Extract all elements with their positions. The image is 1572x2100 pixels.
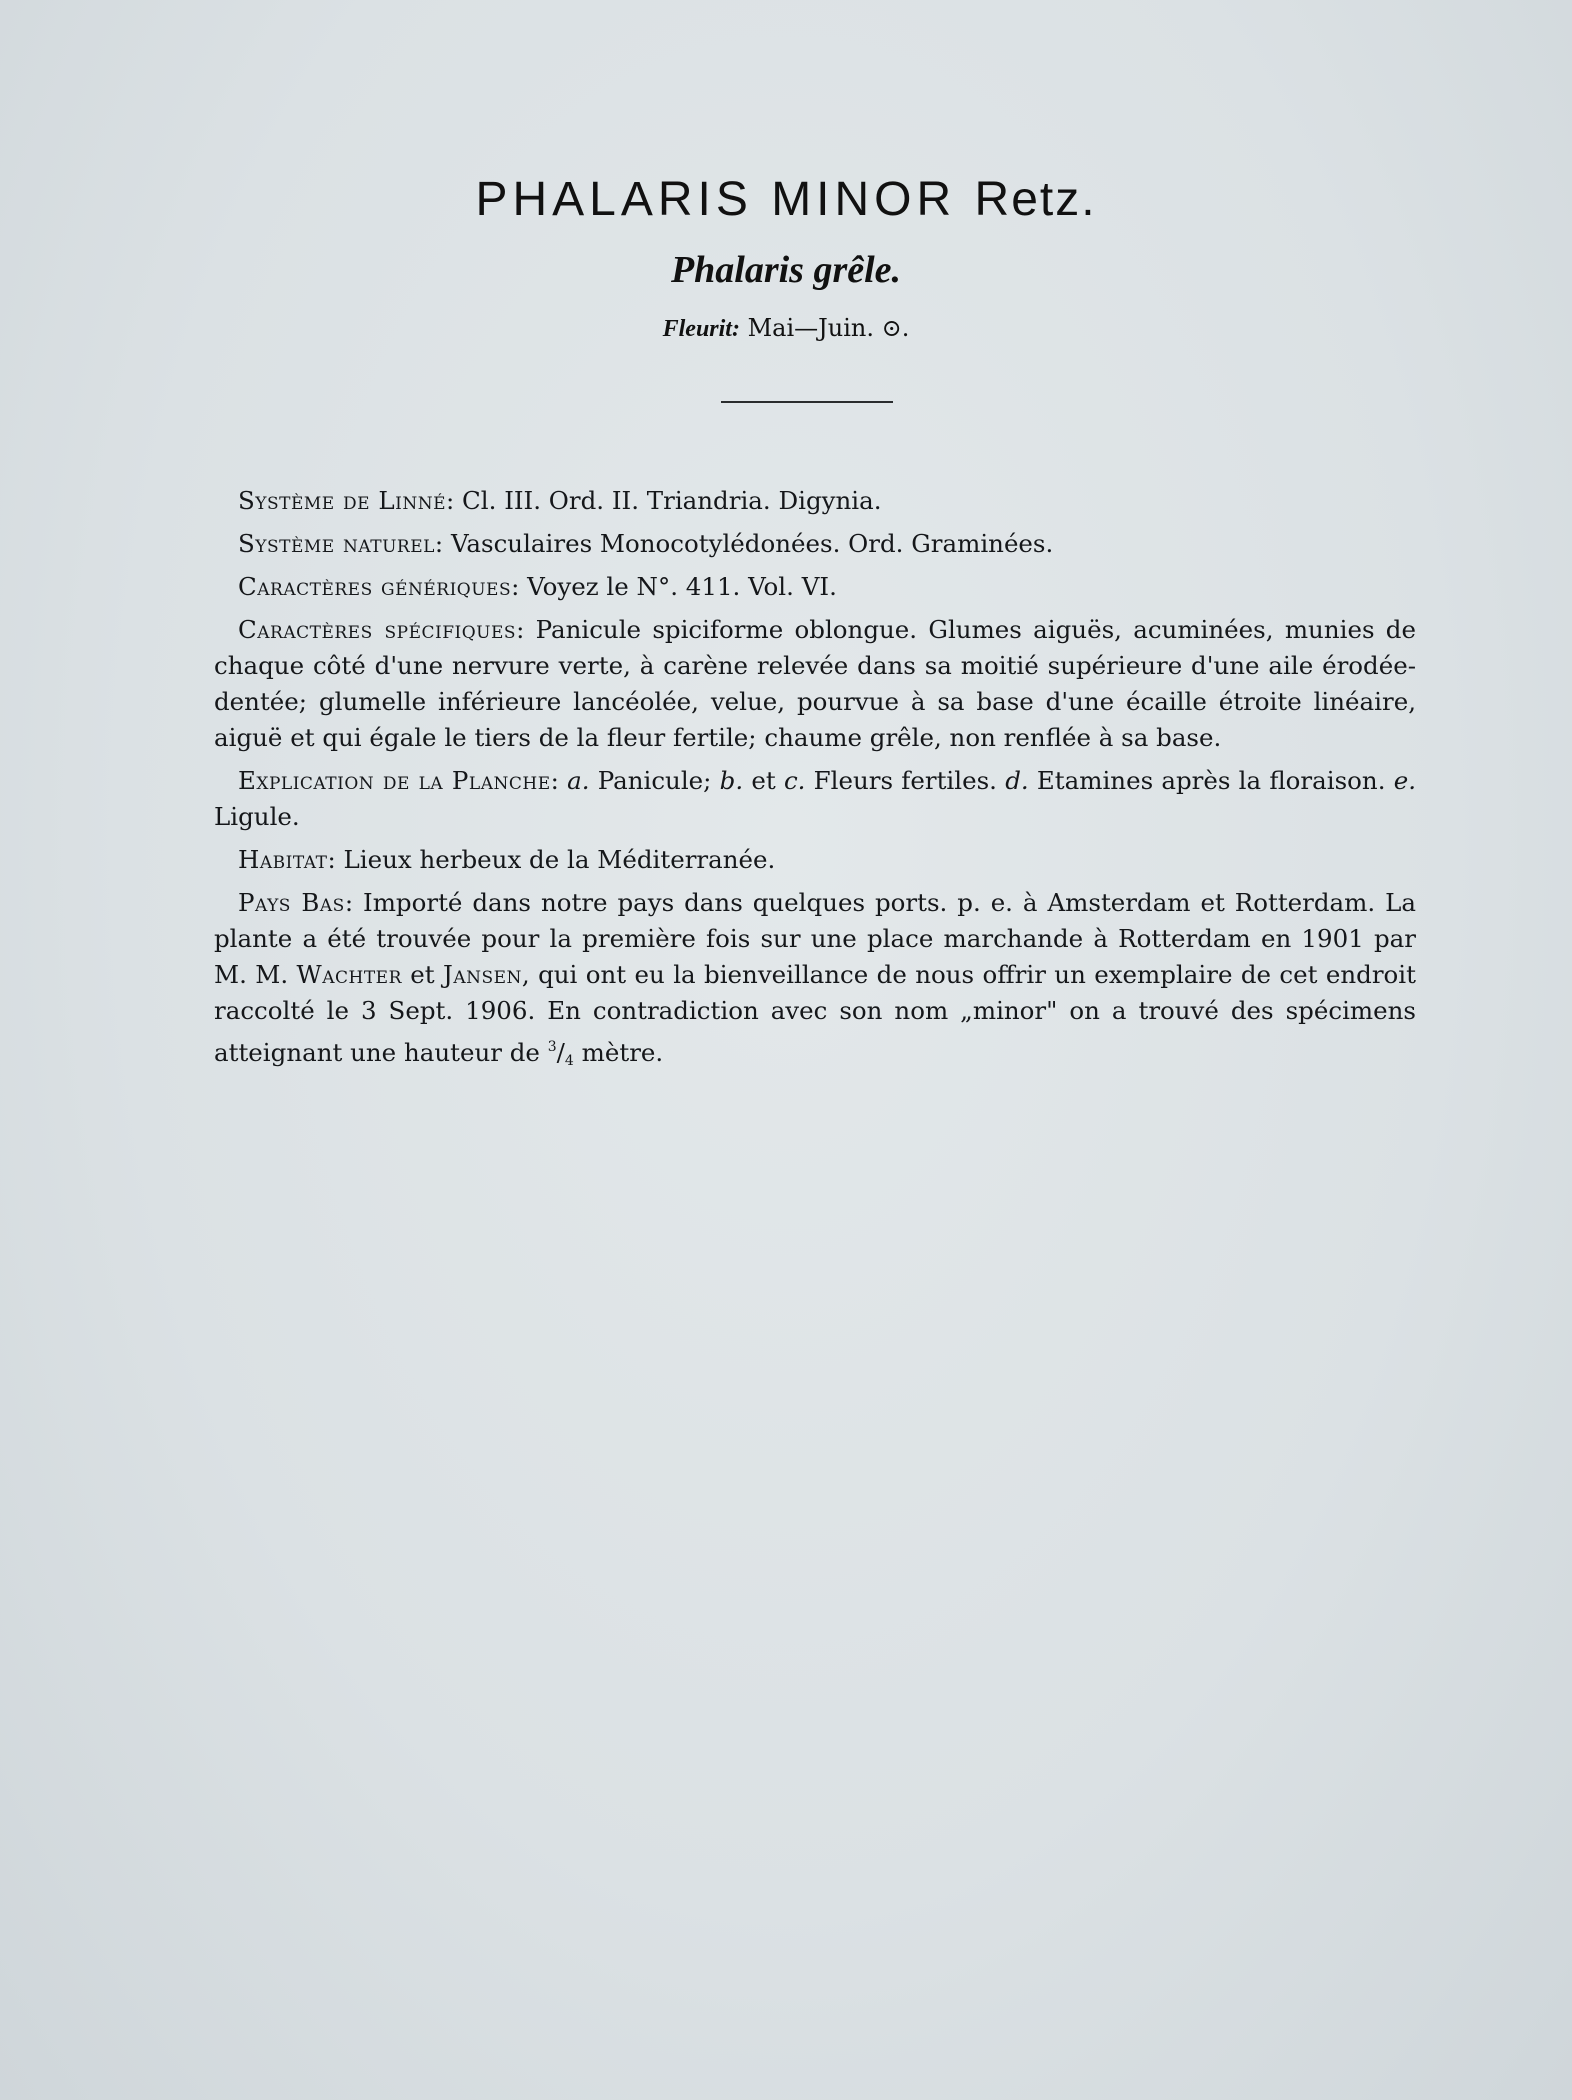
section-text: Etamines après la floraison. <box>1028 766 1394 795</box>
section-text: mètre. <box>581 1038 664 1067</box>
section-habitat: Habitat: Lieux herbeux de la Méditerranée. <box>238 845 776 874</box>
section-label: Habitat <box>238 845 328 874</box>
person-name: Wachter <box>296 960 402 989</box>
flowering-value: Mai—Juin. ⊙. <box>747 314 910 342</box>
section-text: Lieux herbeux de la Méditerranée. <box>343 845 776 874</box>
common-name: Phalaris grêle. <box>670 249 902 291</box>
section-specific-characters: Caractères spécifiques: Panicule spiciforme oblongue. Glumes aiguës, acuminées, munies de chaque côté d'une nervure verte, à carène relevée dans sa moitié supérieure d'une aile érodée-dentée; glumelle inférieure lancéolée, velue, pourvue à sa base d'une écaille étroite linéaire, aiguë et qui égale le tiers de la fleur fertile; chaume grêle, non renflée à sa base. <box>214 615 1416 752</box>
figure-letter: b. <box>719 766 744 795</box>
section-label: Pays Bas <box>238 888 345 917</box>
section-text: Panicule; <box>589 766 720 795</box>
page-title <box>0 172 1572 227</box>
fraction: $^3/_4$ <box>547 1038 574 1069</box>
section-generic-characters: Caractères génériques: Voyez le N°. 411. Vol. VI. <box>238 572 837 601</box>
section-text: et <box>743 766 784 795</box>
section-text: Ligule. <box>214 802 300 831</box>
section-plate-explanation: Explication de la Planche: a. Panicule; b. et c. Fleurs fertiles. d. Etamines après la floraison. e. Ligule. <box>214 766 1416 831</box>
figure-letter: e. <box>1393 766 1416 795</box>
fraction-numerator: 3 <box>547 1039 557 1055</box>
figure-letter: a. <box>567 766 590 795</box>
section-text: Fleurs fertiles. <box>805 766 1006 795</box>
section-label: Caractères spécifiques <box>238 615 517 644</box>
section-label: Système naturel <box>238 529 435 558</box>
figure-letter: d. <box>1005 766 1029 795</box>
section-natural-system: Système naturel: Vasculaires Monocotylédonées. Ord. Graminées. <box>238 529 1054 558</box>
species-name: PHALARIS MINOR <box>475 173 957 226</box>
section-linnaean-system: Système de Linné: Cl. III. Ord. II. Triandria. Digynia. <box>238 486 882 515</box>
section-label: Caractères génériques <box>238 572 512 601</box>
fraction-denominator: 4 <box>564 1053 574 1069</box>
section-netherlands: Pays Bas: Importé dans notre pays dans quelques ports. p. e. à Amsterdam et Rotterdam. La plante a été trouvée pour la première fois sur une place marchande à Rotterdam en 1901 par M. M. Wachter et Jansen, qui ont eu la bienveillance de nous offrir un exemplaire de cet endroit raccolté le 3 Sept. 1906. En contradiction avec son nom „minor" on a trouvé des spécimens atteignant une hauteur de $^3/_4$ mètre. <box>214 888 1417 1069</box>
author-abbreviation: Retz. <box>974 173 1097 226</box>
section-text: Importé dans notre pays dans quelques ports. p. e. à Amsterdam et Rotterdam. La plante a été trouvée pour la première fois sur une place marchande à Rotterdam en 1901 par M. M. <box>214 888 1417 989</box>
divider-rule <box>721 401 893 403</box>
section-text: Cl. III. Ord. II. Triandria. Digynia. <box>462 486 882 515</box>
section-label: Explication de la Planche <box>238 766 551 795</box>
flowering-line <box>0 314 1572 343</box>
section-text: et <box>410 960 435 989</box>
section-label: Système de Linné <box>238 486 446 515</box>
section-text: Voyez le N°. 411. Vol. VI. <box>527 572 837 601</box>
figure-letter: c. <box>783 766 806 795</box>
section-text: Panicule spiciforme oblongue. Glumes aiguës, acuminées, munies de chaque côté d'une nervure verte, à carène relevée dans sa moitié supérieure d'une aile érodée-dentée; glumelle inférieure lancéolée, velue, pourvue à sa base d'une écaille étroite linéaire, aiguë et qui égale le tiers de la fleur fertile; chaume grêle, non renflée à sa base. <box>214 615 1416 752</box>
person-name: Jansen <box>443 960 522 989</box>
description-body <box>214 483 1416 1086</box>
flowering-label: Fleurit: <box>662 316 740 342</box>
section-text: , qui ont eu la bienveillance de nous offrir un exemplaire de cet endroit raccolté le 3 Sept. 1906. En contradiction avec son nom „minor" on a trouvé des spécimens atteignant une hauteur de <box>214 960 1416 1067</box>
section-text: Vasculaires Monocotylédonées. Ord. Graminées. <box>450 529 1054 558</box>
